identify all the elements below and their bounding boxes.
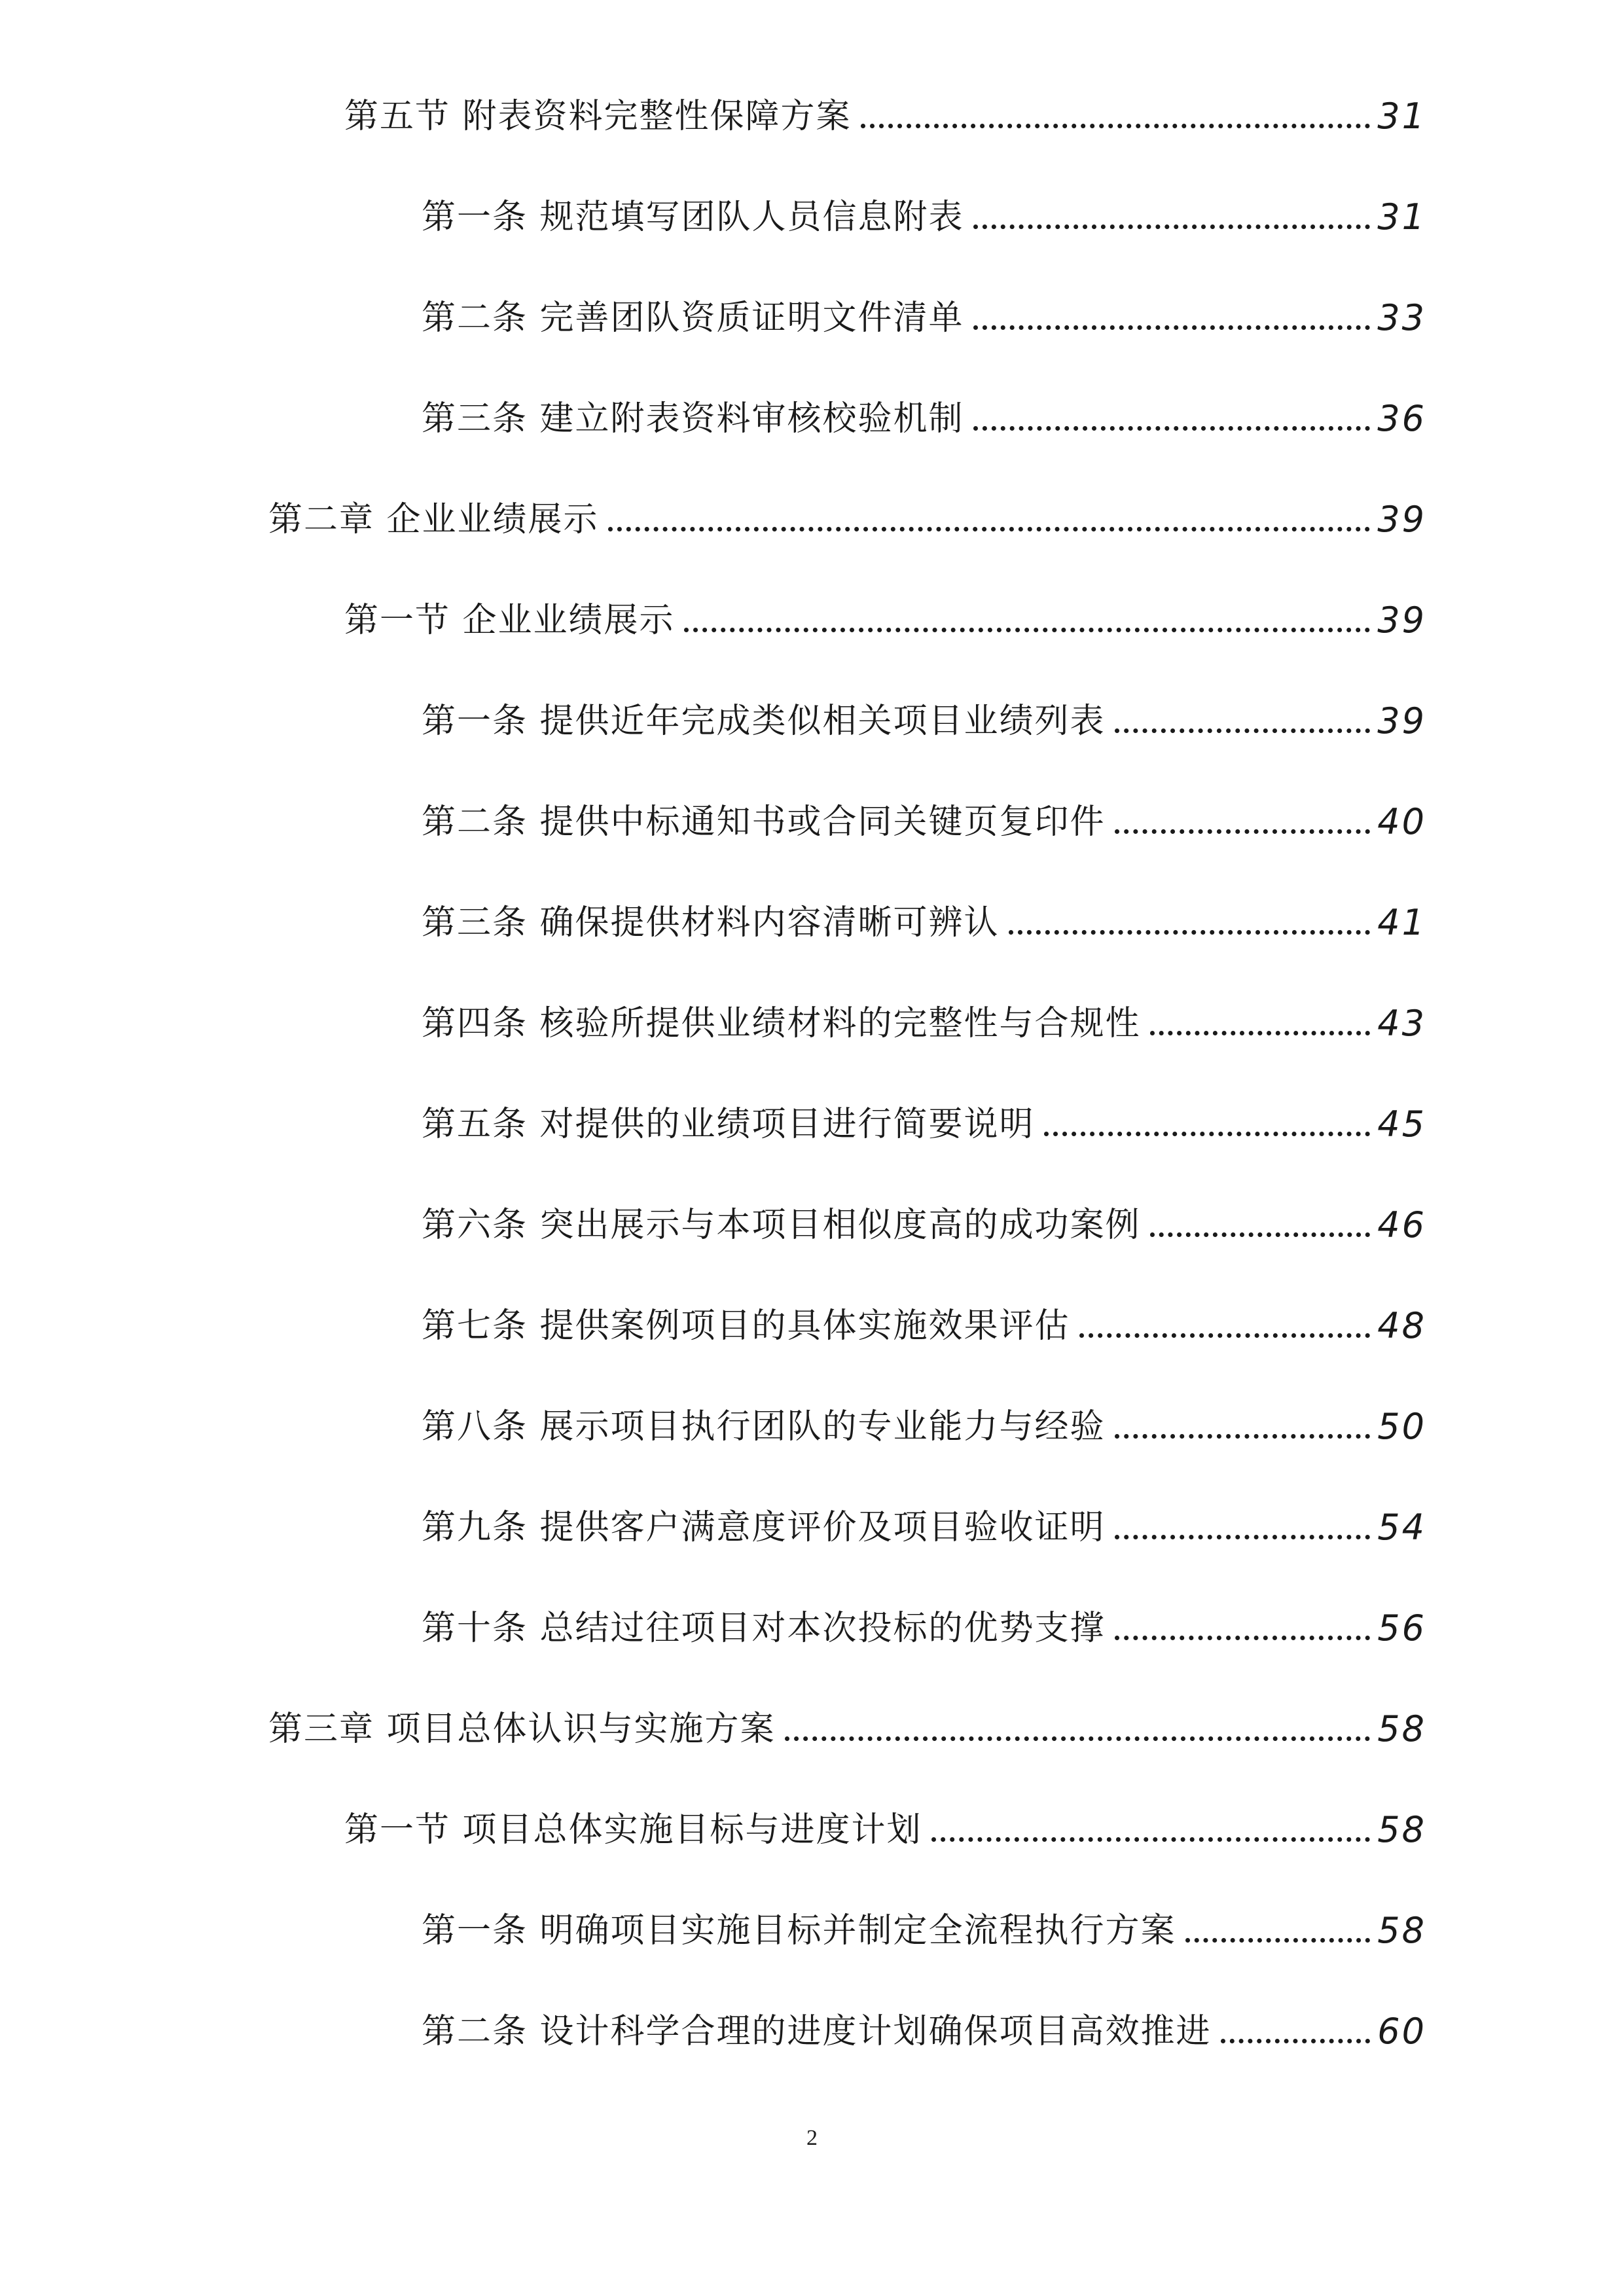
toc-entry[interactable]	[422, 1899, 1426, 1952]
dot-leader	[1115, 728, 1370, 733]
toc-entry-page: 58	[1377, 1708, 1426, 1749]
page-number: 2	[806, 2126, 818, 2150]
toc-entry-page: 46	[1377, 1204, 1426, 1246]
toc-entry-page: 39	[1377, 700, 1426, 742]
toc-entry[interactable]	[422, 387, 1426, 440]
dot-leader	[1079, 1333, 1370, 1338]
toc-entry[interactable]	[422, 1597, 1426, 1649]
dot-leader	[931, 1837, 1370, 1842]
dot-leader	[785, 1736, 1370, 1741]
dot-leader	[1150, 1232, 1370, 1237]
toc-entry-page: 45	[1377, 1103, 1426, 1145]
dot-leader	[973, 426, 1370, 431]
dot-leader	[1150, 1031, 1370, 1035]
toc-entry-page: 56	[1377, 1607, 1426, 1649]
toc-entry-title: 第十条 总结过往项目对本次投标的优势支撑	[422, 1609, 1106, 1648]
toc-entry-title: 第一条 提供近年完成类似相关项目业绩列表	[422, 702, 1106, 741]
toc-entry-title: 第二条 完善团队资质证明文件清单	[422, 298, 964, 338]
toc-entry-title: 第二条 提供中标通知书或合同关键页复印件	[422, 802, 1106, 842]
toc-entry[interactable]	[422, 2000, 1426, 2053]
toc-entry-title: 第一条 明确项目实施目标并制定全流程执行方案	[422, 1911, 1176, 1950]
toc-entry[interactable]	[422, 791, 1426, 843]
dot-leader	[973, 224, 1370, 229]
toc-entry-page: 48	[1377, 1305, 1426, 1346]
toc-entry-title: 第一节 项目总体实施目标与进度计划	[344, 1810, 922, 1850]
toc-entry[interactable]	[344, 1799, 1426, 1851]
toc-entry-page: 43	[1377, 1003, 1426, 1044]
dot-leader	[1009, 930, 1370, 935]
toc-entry-title: 第三条 确保提供材料内容清晰可辨认	[422, 903, 1000, 942]
toc-entry[interactable]	[422, 690, 1426, 742]
toc-entry-page: 31	[1377, 96, 1426, 137]
toc-entry-title: 第四条 核验所提供业绩材料的完整性与合规性	[422, 1004, 1141, 1043]
toc-entry-title: 第一节 企业业绩展示	[344, 601, 675, 640]
dot-leader	[1221, 2039, 1370, 2043]
toc-entry-page: 58	[1377, 1910, 1426, 1951]
toc-entry-title: 第八条 展示项目执行团队的专业能力与经验	[422, 1407, 1106, 1446]
toc-entry-title: 第六条 突出展示与本项目相似度高的成功案例	[422, 1206, 1141, 1245]
toc-entry-page: 31	[1377, 196, 1426, 238]
toc-entry-page: 33	[1377, 297, 1426, 338]
toc-entry[interactable]	[422, 1395, 1426, 1448]
toc-entry-title: 第七条 提供案例项目的具体实施效果评估	[422, 1306, 1070, 1346]
toc-entry-page: 39	[1377, 499, 1426, 540]
toc-entry-chapter[interactable]	[268, 1698, 1426, 1750]
dot-leader	[1044, 1132, 1370, 1136]
toc-entry-page: 60	[1377, 2011, 1426, 2052]
toc-entry-page: 41	[1377, 902, 1426, 943]
toc-entry[interactable]	[422, 891, 1426, 944]
toc-entry-title: 第三章 项目总体认识与实施方案	[268, 1710, 776, 1749]
toc-entry-chapter[interactable]	[268, 488, 1426, 541]
dot-leader	[1115, 829, 1370, 834]
toc-entry-title: 第三条 建立附表资料审核校验机制	[422, 399, 964, 439]
toc-entry-page: 50	[1377, 1406, 1426, 1447]
dot-leader	[684, 628, 1370, 632]
toc-entry-page: 58	[1377, 1809, 1426, 1850]
dot-leader	[861, 124, 1370, 128]
toc-entry[interactable]	[422, 186, 1426, 238]
toc-entry[interactable]	[422, 1496, 1426, 1549]
dot-leader	[1115, 1535, 1370, 1539]
dot-leader	[973, 325, 1370, 330]
toc-entry[interactable]	[422, 992, 1426, 1045]
dot-leader	[1185, 1938, 1370, 1943]
toc-entry-title: 第五节 附表资料完整性保障方案	[344, 97, 852, 136]
toc-entry[interactable]	[344, 85, 1426, 137]
toc-entry-title: 第二章 企业业绩展示	[268, 500, 599, 539]
toc-entry-page: 36	[1377, 398, 1426, 439]
toc-entry-page: 40	[1377, 801, 1426, 842]
toc-entry-title: 第二条 设计科学合理的进度计划确保项目高效推进	[422, 2012, 1212, 2051]
toc-entry[interactable]	[344, 589, 1426, 641]
dot-leader	[1115, 1636, 1370, 1640]
toc-entry[interactable]	[422, 1295, 1426, 1347]
toc-entry-title: 第九条 提供客户满意度评价及项目验收证明	[422, 1508, 1106, 1547]
toc-entry[interactable]	[422, 287, 1426, 339]
dot-leader	[1115, 1434, 1370, 1439]
toc-entry[interactable]	[422, 1093, 1426, 1145]
toc-entry-page: 54	[1377, 1507, 1426, 1548]
dot-leader	[608, 527, 1370, 531]
toc-entry[interactable]	[422, 1194, 1426, 1246]
toc-entry-title: 第一条 规范填写团队人员信息附表	[422, 198, 964, 237]
toc-entry-page: 39	[1377, 600, 1426, 641]
toc-entry-title: 第五条 对提供的业绩项目进行简要说明	[422, 1105, 1035, 1144]
